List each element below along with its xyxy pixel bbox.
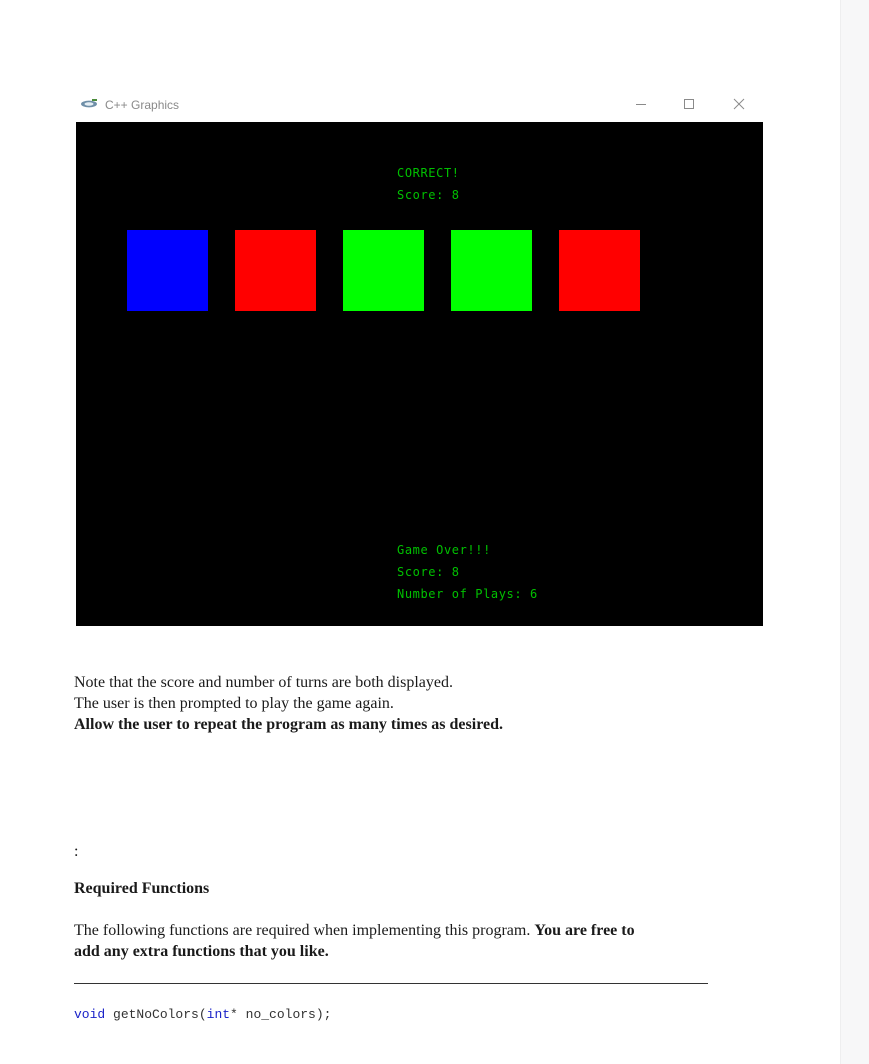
horizontal-divider <box>74 983 708 984</box>
color-square-5 <box>559 230 640 311</box>
color-square-2 <box>235 230 316 311</box>
plays-count-text: Number of Plays: 6 <box>397 587 538 601</box>
function-signature <box>74 1007 331 1022</box>
maximize-button[interactable] <box>682 97 696 111</box>
paragraph-line-1 <box>74 920 635 941</box>
window-title: C++ Graphics <box>105 98 180 112</box>
close-icon <box>732 97 746 111</box>
scrollbar-gutter[interactable] <box>840 0 869 1064</box>
maximize-icon <box>682 97 696 111</box>
close-button[interactable] <box>732 97 746 111</box>
color-square-3 <box>343 230 424 311</box>
paragraph-bold-1: You are free to <box>534 922 635 939</box>
paragraph-bold-2: add any extra functions that you like. <box>74 943 329 960</box>
score-text: Score: 8 <box>397 188 460 202</box>
feedback-text: CORRECT! <box>397 166 460 180</box>
code-keyword-int: int <box>206 1007 231 1022</box>
code-keyword-void: void <box>74 1007 106 1022</box>
note-line-1: Note that the score and number of turns are both displayed. <box>74 674 453 691</box>
minimize-icon <box>634 97 648 111</box>
note-line-2: The user is then prompted to play the game again. <box>74 695 394 712</box>
final-score-text: Score: 8 <box>397 565 460 579</box>
game-over-text: Game Over!!! <box>397 543 491 557</box>
code-function-name: getNoColors( <box>105 1007 207 1022</box>
code-params: * no_colors); <box>230 1007 332 1022</box>
graphics-canvas[interactable] <box>76 122 763 626</box>
color-square-4 <box>451 230 532 311</box>
note-bold-line: Allow the user to repeat the program as many times as desired. <box>74 716 503 733</box>
graphics-window <box>76 88 763 626</box>
colon-text: : <box>74 843 79 860</box>
app-icon <box>80 98 98 110</box>
section-heading: Required Functions <box>74 880 210 897</box>
paragraph-text: The following functions are required when implementing this program. <box>74 922 535 939</box>
window-titlebar[interactable] <box>76 88 763 122</box>
color-square-1 <box>127 230 208 311</box>
minimize-button[interactable] <box>634 97 648 111</box>
